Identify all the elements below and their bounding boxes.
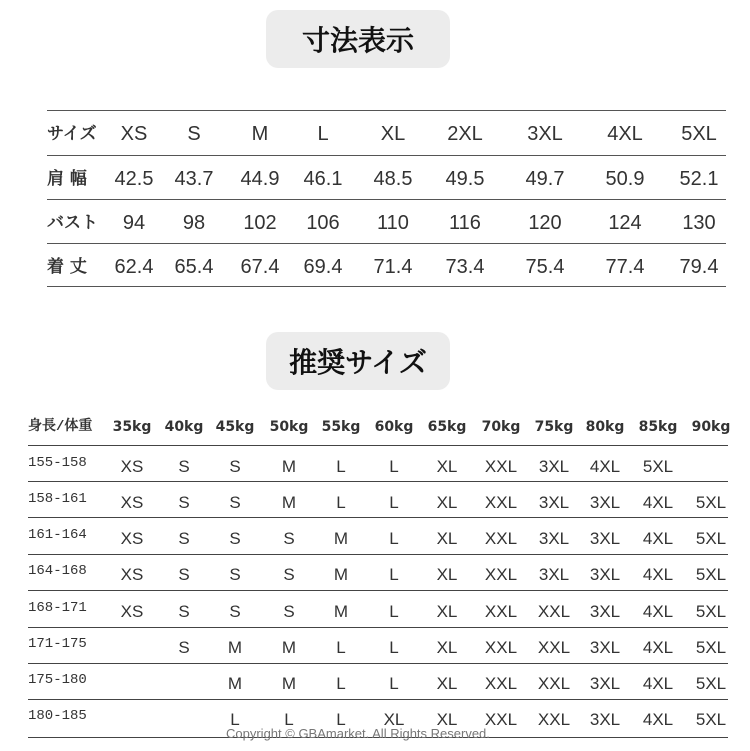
- recommended-size-cell: XS: [120, 493, 144, 512]
- recommended-size-cell: [159, 665, 209, 701]
- weight-header-cell: 65kg: [427, 419, 467, 435]
- measure-value: 49.5: [445, 168, 485, 190]
- measure-value: 52.1: [679, 168, 719, 190]
- recommended-size-cell: XS: [120, 602, 144, 621]
- weight-header-cell: 50kg: [269, 419, 309, 435]
- weight-header-cell: 45kg: [215, 419, 255, 435]
- recommended-size-cell: S: [178, 602, 190, 621]
- table-rule: [47, 110, 726, 111]
- size-header-cell: 3XL: [527, 123, 563, 145]
- recommend-row: [28, 520, 728, 556]
- measure-value: 49.7: [525, 168, 565, 190]
- measure-value: 106: [306, 212, 340, 234]
- recommended-size-cell: 3XL: [589, 493, 621, 512]
- height-range-label: 164-168: [28, 563, 87, 579]
- recommended-size-cell: XXL: [537, 602, 571, 621]
- recommended-size-cell: XS: [120, 529, 144, 548]
- measure-value: 71.4: [373, 256, 413, 278]
- recommended-size-cell: 3XL: [538, 529, 570, 548]
- measure-value: 48.5: [373, 168, 413, 190]
- size-row: [47, 201, 726, 245]
- recommended-size-cell: XL: [436, 493, 458, 512]
- recommended-size-cell: XXL: [484, 602, 518, 621]
- size-row: [47, 245, 726, 289]
- size-header-cell: XL: [380, 123, 406, 145]
- height-range-label: 168-171: [28, 600, 87, 616]
- measure-value: 73.4: [445, 256, 485, 278]
- recommended-size-cell: L: [230, 710, 240, 729]
- measure-value: 94: [122, 212, 146, 234]
- recommended-size-cell: XXL: [484, 457, 518, 476]
- measure-value: 50.9: [605, 168, 645, 190]
- recommended-size-cell: L: [336, 457, 346, 476]
- recommended-size-cell: S: [229, 565, 241, 584]
- recommended-size-cell: XS: [120, 565, 144, 584]
- recommended-size-cell: M: [281, 493, 297, 512]
- copyright-notice: Copyright © GBAmarket. All Rights Reserved.: [226, 726, 490, 741]
- recommended-size-cell: S: [178, 493, 190, 512]
- recommended-size-cell: [107, 701, 157, 737]
- recommended-size-cell: 3XL: [589, 529, 621, 548]
- size-header-row: [47, 112, 726, 156]
- size-header-cell: S: [187, 123, 201, 145]
- recommended-size-cell: 4XL: [589, 457, 621, 476]
- recommended-size-cell: XXL: [537, 674, 571, 693]
- measure-value: 79.4: [679, 256, 719, 278]
- recommended-size-cell: 5XL: [695, 638, 727, 657]
- measure-label: 肩 幅: [47, 169, 87, 189]
- recommended-size-cell: L: [389, 565, 399, 584]
- size-row: [47, 157, 726, 201]
- recommended-size-cell: S: [178, 529, 190, 548]
- recommended-size-cell: L: [389, 674, 399, 693]
- size-header-cell: M: [251, 123, 269, 145]
- recommended-size-cell: XXL: [484, 674, 518, 693]
- recommended-size-cell: XL: [436, 710, 458, 729]
- recommended-size-cell: S: [283, 529, 295, 548]
- recommended-size-cell: 5XL: [695, 493, 727, 512]
- recommended-size-cell: XL: [436, 602, 458, 621]
- recommended-size-cell: 5XL: [695, 565, 727, 584]
- height-weight-label: 身長/体重: [28, 419, 93, 435]
- weight-header-cell: 85kg: [638, 419, 678, 435]
- measure-value: 77.4: [605, 256, 645, 278]
- weight-header-cell: 70kg: [481, 419, 521, 435]
- height-range-label: 161-164: [28, 527, 87, 543]
- measure-value: 110: [377, 212, 409, 234]
- recommended-size-cell: M: [227, 674, 243, 693]
- recommended-size-cell: XXL: [484, 638, 518, 657]
- measure-value: 42.5: [114, 168, 154, 190]
- recommended-size-cell: 3XL: [538, 493, 570, 512]
- recommended-size-cell: S: [229, 493, 241, 512]
- weight-header-cell: 40kg: [164, 419, 204, 435]
- weight-header-cell: 35kg: [112, 419, 152, 435]
- recommended-size-cell: [686, 448, 736, 484]
- size-header-cell: 4XL: [607, 123, 643, 145]
- recommended-size-cell: 4XL: [642, 674, 674, 693]
- weight-header-cell: 90kg: [691, 419, 731, 435]
- recommended-size-cell: 3XL: [589, 710, 621, 729]
- recommended-size-cell: S: [178, 638, 190, 657]
- recommended-size-cell: XL: [436, 565, 458, 584]
- recommended-size-cell: 4XL: [642, 529, 674, 548]
- measure-value: 46.1: [303, 168, 343, 190]
- size-header-cell: 2XL: [447, 123, 483, 145]
- recommend-row: [28, 629, 728, 665]
- recommend-row: [28, 593, 728, 629]
- recommended-size-cell: M: [333, 565, 349, 584]
- recommended-size-cell: XL: [383, 710, 405, 729]
- recommended-size-cell: 4XL: [642, 638, 674, 657]
- recommended-size-cell: L: [336, 674, 346, 693]
- weight-header-cell: 60kg: [374, 419, 414, 435]
- weight-header-cell: 55kg: [321, 419, 361, 435]
- recommended-size-cell: 5XL: [642, 457, 674, 476]
- recommend-row: [28, 484, 728, 520]
- measure-value: 102: [243, 212, 277, 234]
- recommended-size-cell: M: [227, 638, 243, 657]
- recommended-size-cell: 5XL: [695, 529, 727, 548]
- recommended-size-cell: L: [389, 602, 399, 621]
- recommended-size-cell: L: [336, 638, 346, 657]
- recommended-size-cell: [107, 665, 157, 701]
- recommend-row: [28, 448, 728, 484]
- recommended-size-cell: S: [229, 457, 241, 476]
- recommended-size-cell: L: [336, 493, 346, 512]
- measure-value: 124: [608, 212, 642, 234]
- height-range-label: 180-185: [28, 708, 87, 724]
- recommended-size-cell: 4XL: [642, 602, 674, 621]
- recommended-size-cell: S: [178, 457, 190, 476]
- recommended-size-cell: 4XL: [642, 493, 674, 512]
- recommended-size-cell: XXL: [537, 638, 571, 657]
- recommended-size-cell: 3XL: [589, 674, 621, 693]
- recommended-size-cell: XL: [436, 529, 458, 548]
- recommended-size-cell: S: [229, 602, 241, 621]
- measure-value: 44.9: [240, 168, 280, 190]
- height-range-label: 175-180: [28, 672, 87, 688]
- size-header-cell: 5XL: [681, 123, 717, 145]
- recommended-size-cell: L: [389, 529, 399, 548]
- recommended-size-cell: XL: [436, 638, 458, 657]
- recommended-size-cell: 3XL: [589, 565, 621, 584]
- recommended-size-cell: M: [281, 638, 297, 657]
- size-header-label: サイズ: [47, 124, 97, 144]
- recommended-size-cell: XXL: [537, 710, 571, 729]
- height-range-label: 155-158: [28, 455, 87, 471]
- measure-value: 120: [528, 212, 562, 234]
- height-range-label: 171-175: [28, 636, 87, 652]
- size-header-cell: XS: [120, 123, 148, 145]
- recommended-size-cell: XXL: [484, 493, 518, 512]
- recommended-size-cell: L: [389, 493, 399, 512]
- measure-label: バスト: [47, 213, 98, 233]
- recommended-size-cell: S: [283, 602, 295, 621]
- recommended-size-cell: 4XL: [642, 710, 674, 729]
- recommended-size-cell: S: [178, 565, 190, 584]
- recommended-size-cell: L: [336, 710, 346, 729]
- measure-label: 着 丈: [47, 257, 87, 277]
- weight-header-cell: 80kg: [585, 419, 625, 435]
- measure-value: 43.7: [174, 168, 214, 190]
- weight-header-cell: 75kg: [534, 419, 574, 435]
- recommended-size-cell: L: [389, 638, 399, 657]
- recommended-size-cell: 5XL: [695, 710, 727, 729]
- recommended-size-cell: L: [389, 457, 399, 476]
- size-header-cell: L: [317, 123, 329, 145]
- measure-value: 69.4: [303, 256, 343, 278]
- recommended-size-cell: XXL: [484, 529, 518, 548]
- measure-value: 98: [182, 212, 206, 234]
- recommended-size-cell: 5XL: [695, 602, 727, 621]
- recommended-size-cell: M: [333, 602, 349, 621]
- recommended-size-cell: XS: [120, 457, 144, 476]
- recommend-header-row: [28, 412, 731, 448]
- measure-value: 65.4: [174, 256, 214, 278]
- recommended-size-cell: S: [283, 565, 295, 584]
- recommended-size-cell: M: [333, 529, 349, 548]
- recommended-size-cell: 3XL: [589, 602, 621, 621]
- recommend-row: [28, 556, 728, 592]
- size-chart-title: 寸法表示: [266, 10, 450, 68]
- recommended-size-cell: 5XL: [695, 674, 727, 693]
- recommended-size-cell: [107, 629, 157, 665]
- recommend-size-title: 推奨サイズ: [266, 332, 450, 390]
- measure-value: 116: [449, 212, 481, 234]
- measure-value: 75.4: [525, 256, 565, 278]
- recommended-size-cell: S: [229, 529, 241, 548]
- recommended-size-cell: XL: [436, 674, 458, 693]
- measure-value: 67.4: [240, 256, 280, 278]
- recommended-size-cell: 4XL: [642, 565, 674, 584]
- height-range-label: 158-161: [28, 491, 87, 507]
- recommended-size-cell: 3XL: [538, 565, 570, 584]
- recommended-size-cell: M: [281, 674, 297, 693]
- recommended-size-cell: 3XL: [589, 638, 621, 657]
- recommended-size-cell: XL: [436, 457, 458, 476]
- recommended-size-cell: [159, 701, 209, 737]
- recommended-size-cell: XXL: [484, 565, 518, 584]
- recommended-size-cell: 3XL: [538, 457, 570, 476]
- recommended-size-cell: L: [284, 710, 294, 729]
- recommended-size-cell: M: [281, 457, 297, 476]
- measure-value: 130: [682, 212, 716, 234]
- recommend-row: [28, 665, 728, 701]
- recommended-size-cell: XXL: [484, 710, 518, 729]
- measure-value: 62.4: [114, 256, 154, 278]
